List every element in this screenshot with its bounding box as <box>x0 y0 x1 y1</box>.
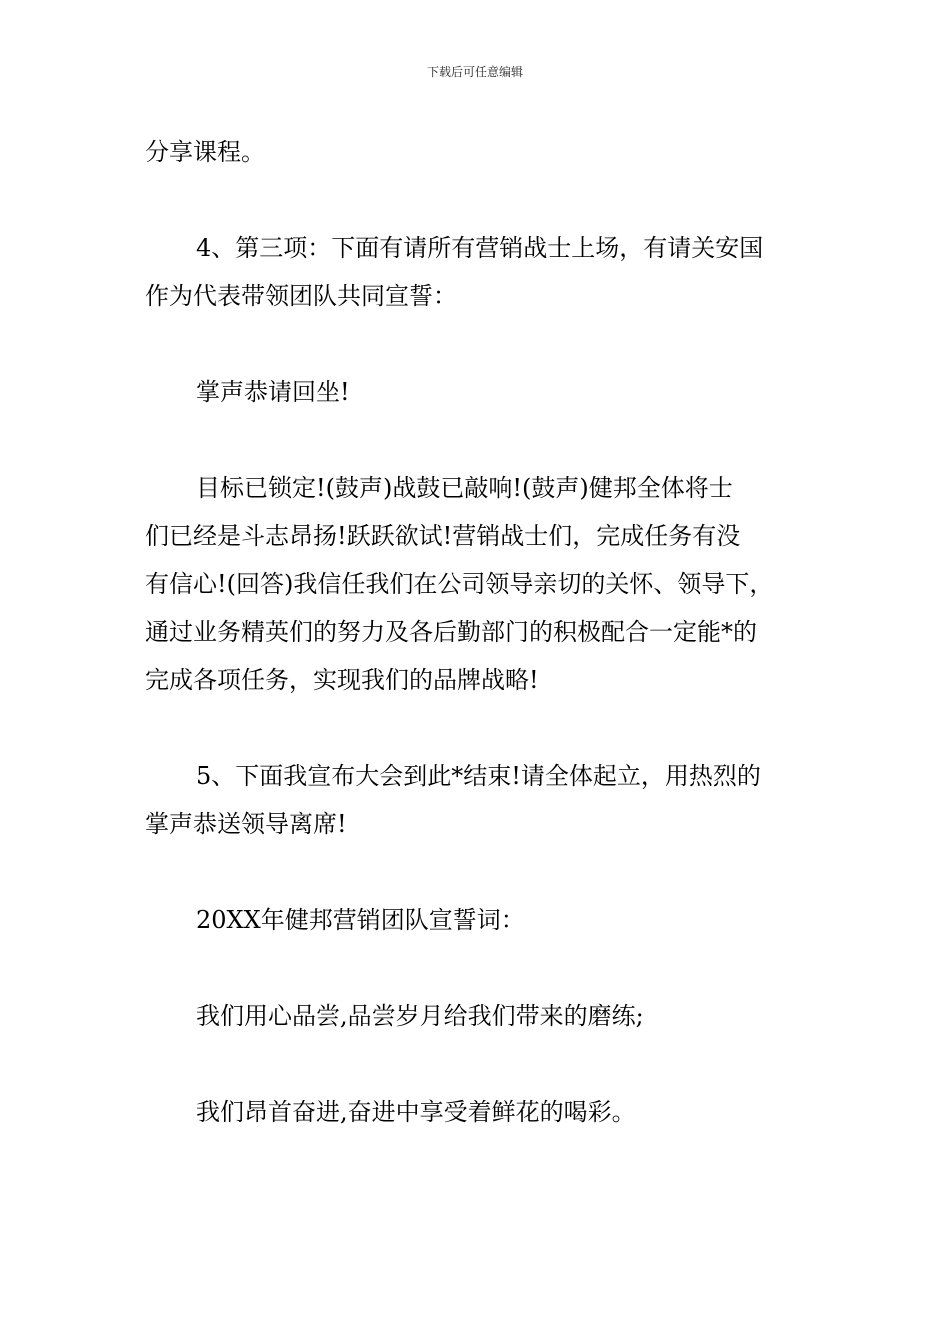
text-line: 分享课程。 <box>145 138 265 166</box>
text-line: 作为代表带领团队共同宣誓： <box>145 282 457 310</box>
paragraph-gap <box>145 944 815 992</box>
paragraph-item-4 <box>145 224 815 320</box>
text-line: 目标已锁定!(鼓声)战鼓已敲响!(鼓声)健邦全体将士 <box>196 474 733 502</box>
text-line: 我们昂首奋进,奋进中享受着鲜花的喝彩。 <box>196 1098 636 1126</box>
text-line: 通过业务精英们的努力及各后勤部门的积极配合一定能*的 <box>145 618 757 646</box>
text-line: 我们用心品尝,品尝岁月给我们带来的磨练; <box>196 1002 644 1030</box>
paragraph-gap <box>145 176 815 224</box>
paragraph-gap <box>145 320 815 368</box>
paragraph-oath-title <box>145 896 815 944</box>
text-line: 5、下面我宣布大会到此*结束!请全体起立，用热烈的 <box>196 762 761 790</box>
text-line: 们已经是斗志昂扬!跃跃欲试!营销战士们，完成任务有没 <box>145 522 741 550</box>
paragraph-oath-line-1 <box>145 992 815 1040</box>
text-line: 20XX年健邦营销团队宣誓词： <box>196 906 525 934</box>
text-line: 4、第三项：下面有请所有营销战士上场，有请关安国 <box>196 234 764 262</box>
paragraph-gap <box>145 416 815 464</box>
paragraph-gap <box>145 1040 815 1088</box>
paragraph-goal <box>145 464 815 704</box>
paragraph-gap <box>145 704 815 752</box>
paragraph-gap <box>145 848 815 896</box>
paragraph-item-5 <box>145 752 815 848</box>
page-header: 下载后可任意编辑 <box>426 65 523 79</box>
paragraph-applause <box>145 368 815 416</box>
text-line: 有信心!(回答)我信任我们在公司领导亲切的关怀、领导下， <box>145 570 774 598</box>
paragraph-oath-line-2 <box>145 1088 815 1136</box>
paragraph-continuation <box>145 128 815 176</box>
document-body <box>145 128 815 1136</box>
text-line: 掌声恭送领导离席! <box>145 810 347 838</box>
text-line: 完成各项任务，实现我们的品牌战略! <box>145 666 539 694</box>
text-line: 掌声恭请回坐! <box>196 378 350 406</box>
